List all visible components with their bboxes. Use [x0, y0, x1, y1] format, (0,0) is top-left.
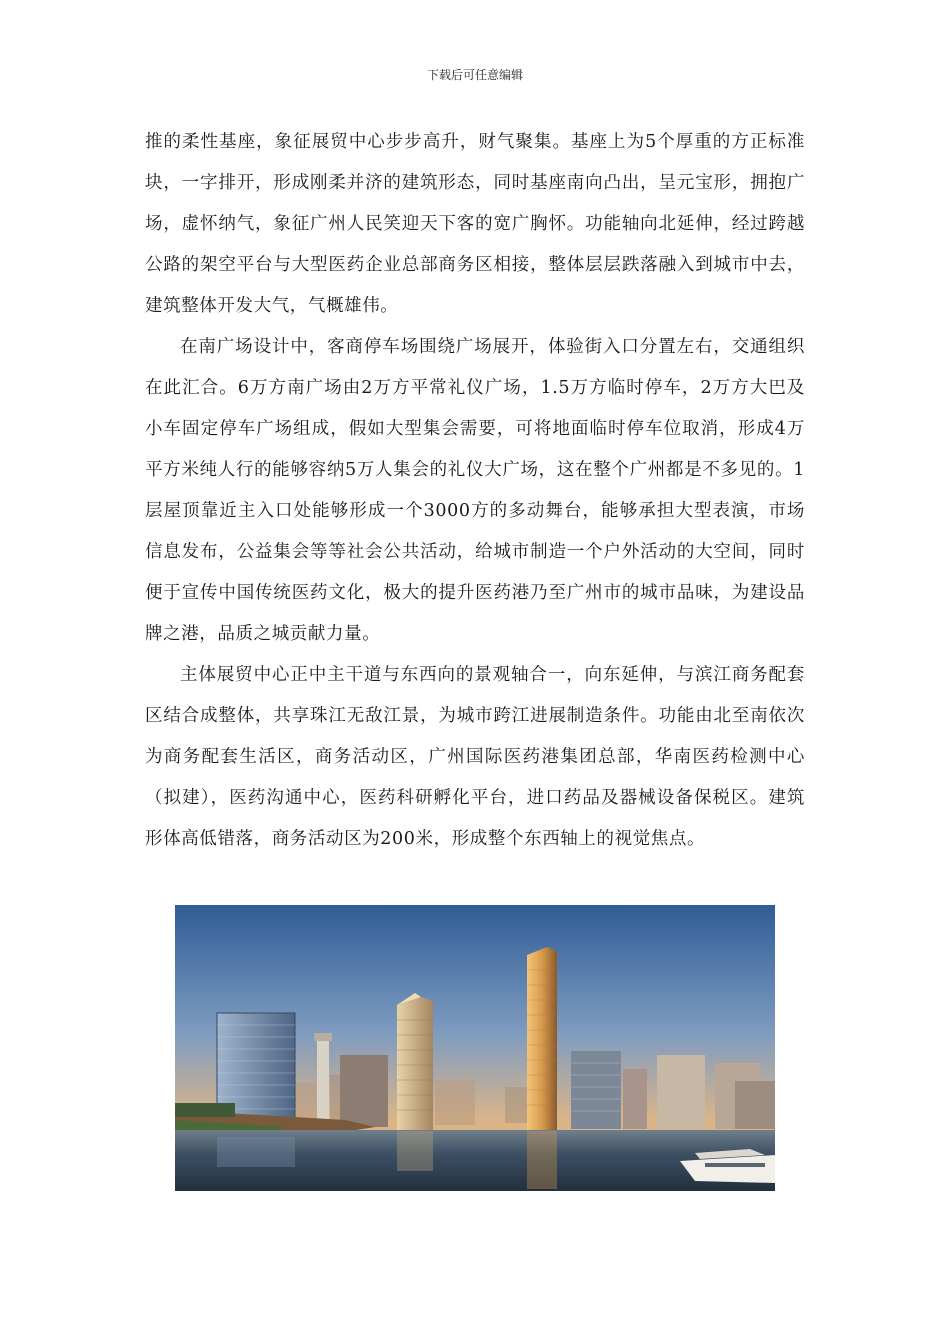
page-header-note: 下载后可任意编辑 — [426, 68, 523, 82]
skyline-rendering-image — [175, 905, 775, 1191]
skyline-illustration — [175, 905, 775, 1191]
paragraph-3: 主体展贸中心正中主干道与东西向的景观轴合一，向东延伸，与滨江商务配套区结合成整体，共享珠江无敌江景，为城市跨江进展制造条件。功能由北至南依次为商务配套生活区，商务活动区，广州国际医药港集团总部，华南医药检测中心（拟建），医药沟通中心，医药科研孵化平台，进口药品及器械设备保税区。建筑形体高低错落，商务活动区为200米，形成整个东西轴上的视觉焦点。 — [145, 665, 805, 849]
main-golden-tower — [527, 947, 557, 1130]
document-body — [145, 122, 805, 860]
paragraph-1: 推的柔性基座，象征展贸中心步步高升，财气聚集。基座上为5个厚重的方正标准块，一字排开，形成刚柔并济的建筑形态，同时基座南向凸出，呈元宝形，拥抱广场，虚怀纳气，象征广州人民笑迎天下客的宽广胸怀。功能轴向北延伸，经过跨越公路的架空平台与大型医药企业总部商务区相接，整体层层跌落融入到城市中去，建筑整体开发大气，气概雄伟。 — [145, 132, 805, 316]
paragraph-2: 在南广场设计中，客商停车场围绕广场展开，体验街入口分置左右，交通组织在此汇合。6万方南广场由2万方平常礼仪广场，1.5万方临时停车，2万方大巴及小车固定停车广场组成，假如大型集会需要，可将地面临时停车位取消，形成4万平方米纯人行的能够容纳5万人集会的礼仪大广场，这在整个广州都是不多见的。1层屋顶靠近主入口处能够形成一个3000方的多动舞台，能够承担大型表演，市场信息发布，公益集会等等社会公共活动，给城市制造一个户外活动的大空间，同时便于宣传中国传统医药文化，极大的提升医药港乃至广州市的城市品味，为建设品牌之港，品质之城贡献力量。 — [145, 337, 805, 644]
slanted-tower — [397, 993, 433, 1130]
